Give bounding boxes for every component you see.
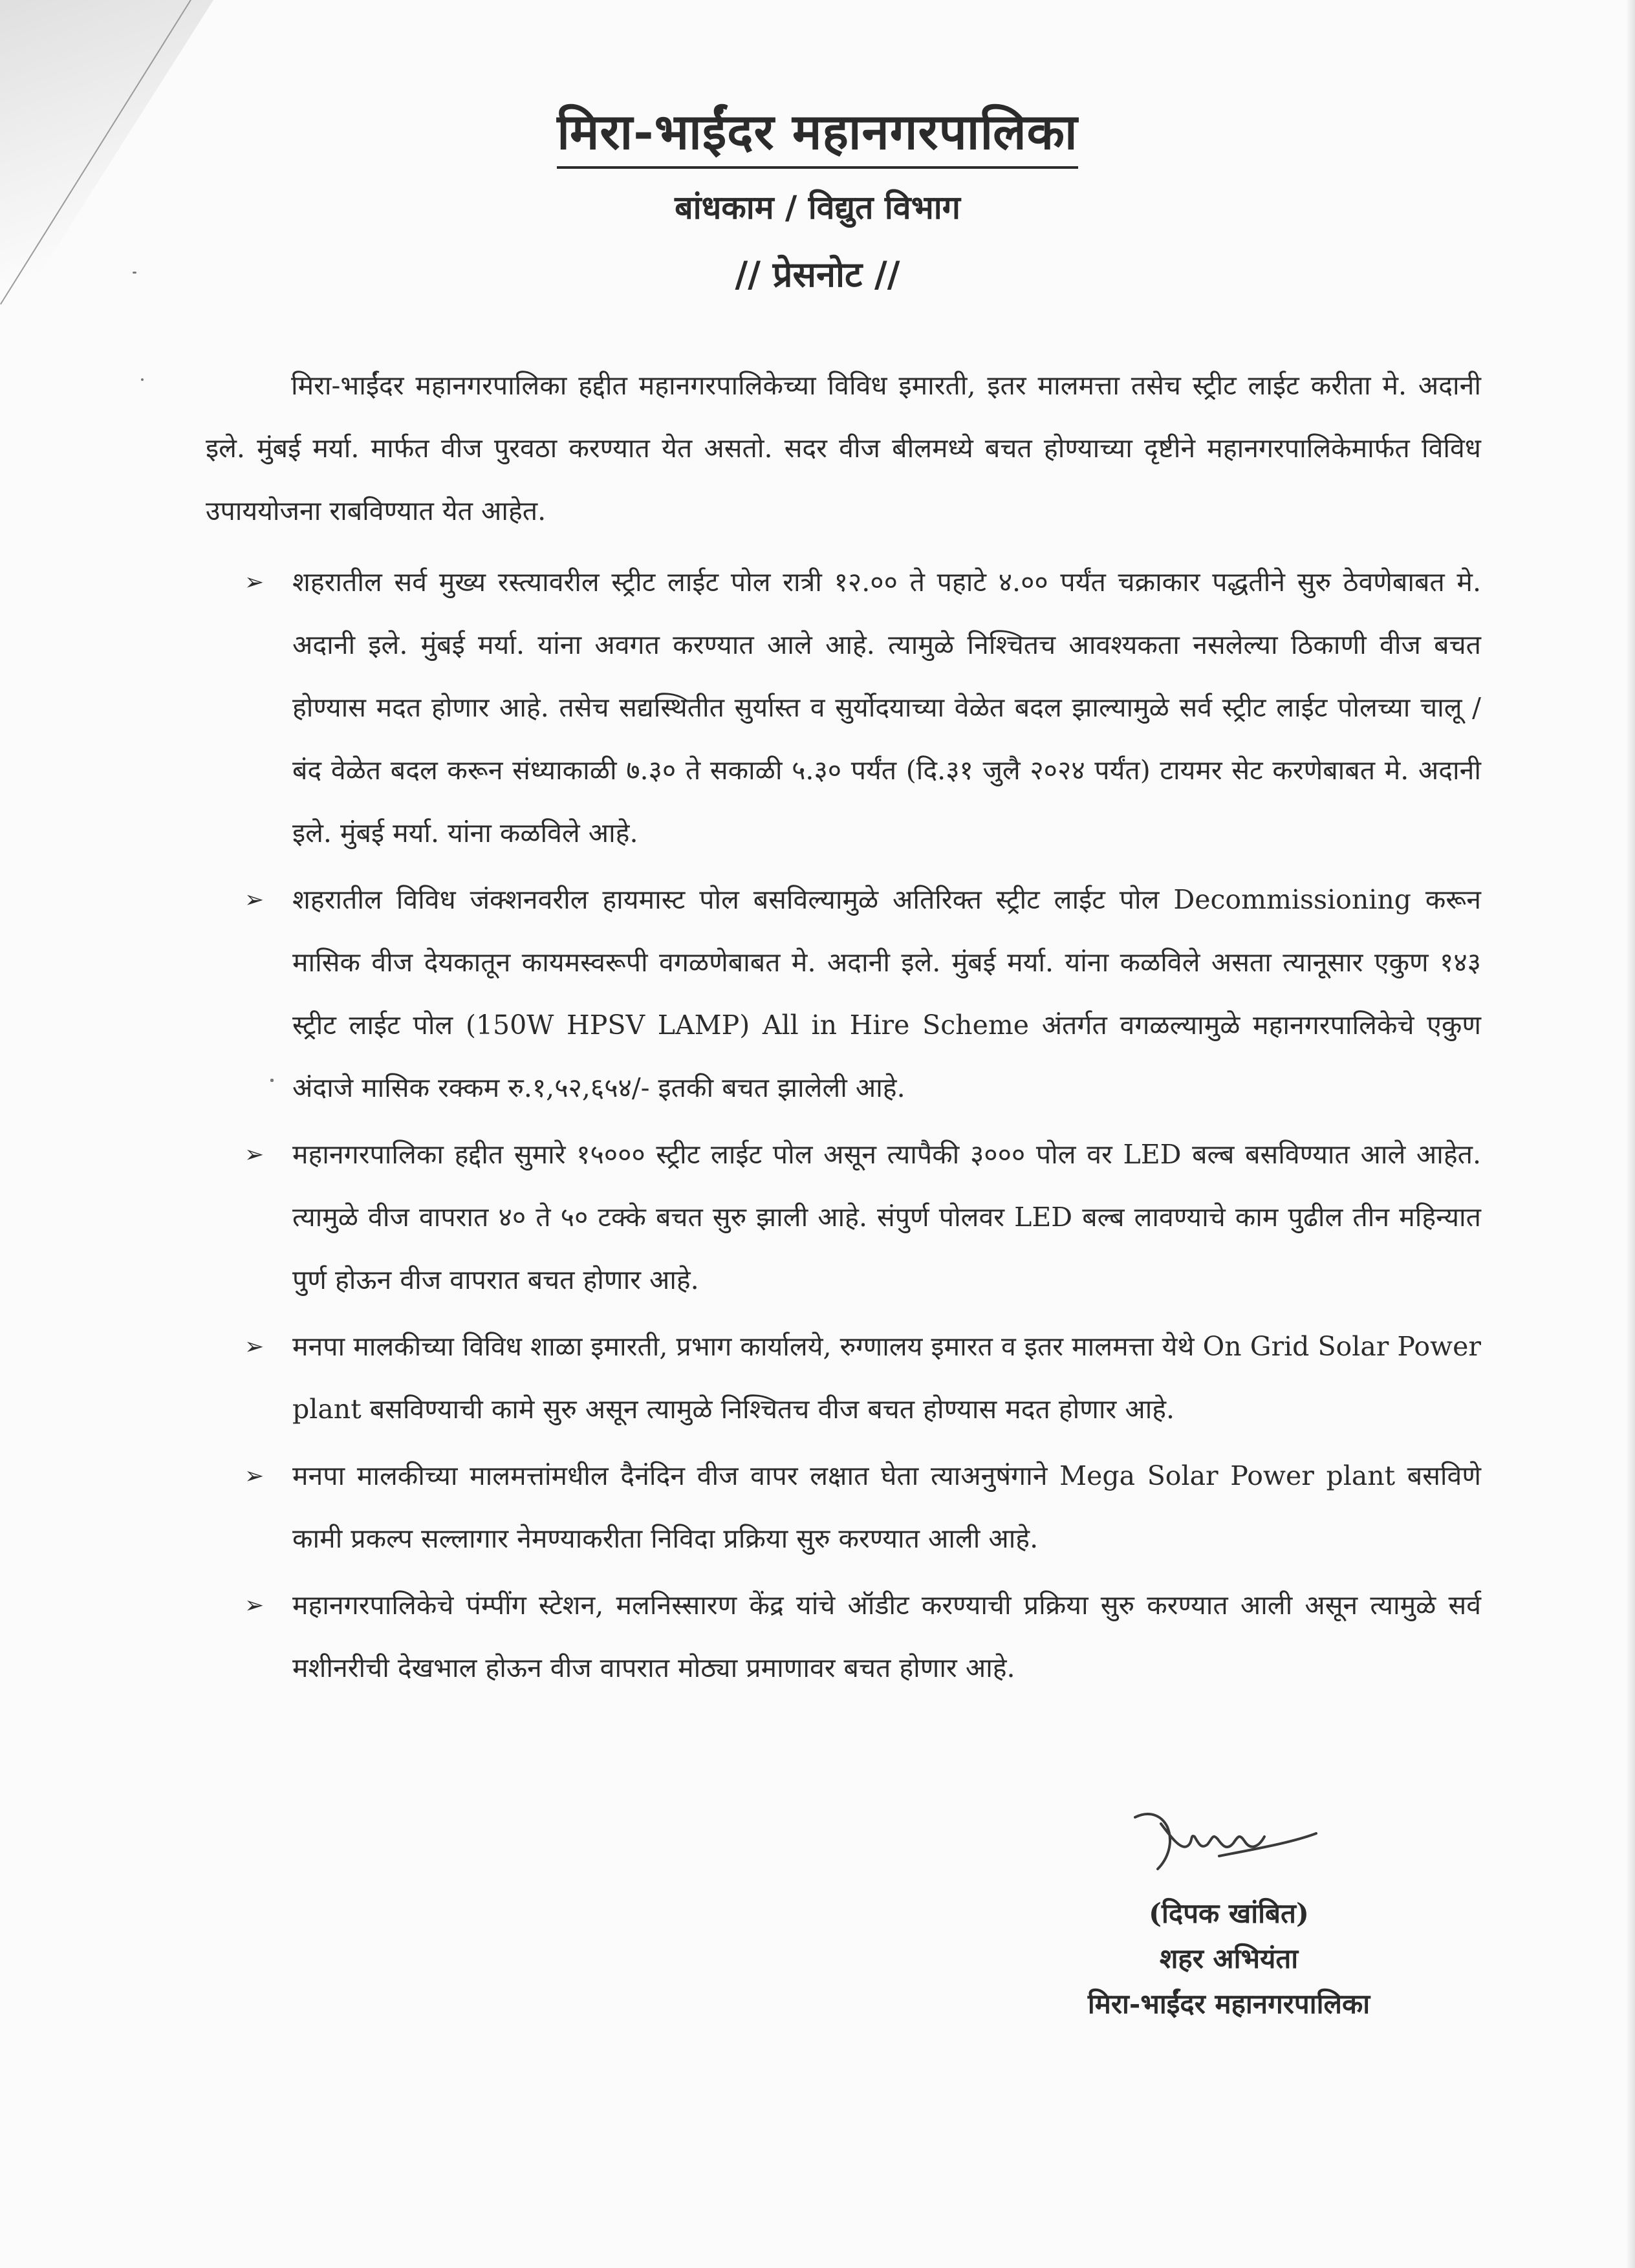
list-item-text: मनपा मालकीच्या मालमत्तांमधील दैनंदिन वीज वापर लक्षात घेता त्याअनुषंगाने Mega Solar Power plant बसविणे कामी प्रकल्प सल्लागार नेमण्याकरीता निविदा प्रक्रिया सुरु करण्यात आली आहे.: [292, 1460, 1481, 1554]
arrow-bullet-icon: ➢: [244, 1141, 265, 1168]
list-item-text: शहरातील विविध जंक्शनवरील हायमास्ट पोल बसविल्यामुळे अतिरिक्त स्ट्रीट लाईट पोल Decommissioning करून मासिक वीज देयकातून कायमस्वरूपी वगळणेबाबत मे. अदानी इले. मुंबई मर्या. यांना कळविले असता त्यानूसार एकुण १४३ स्ट्रीट लाईट पोल (150W HPSV LAMP) All in Hire Scheme अंतर्गत वगळल्यामुळे महानगरपालिकेचे एकुण अंदाजे मासिक रक्कम रु.१,५२,६५४/- इतकी बचत झालेली आहे.: [292, 884, 1481, 1103]
list-item-text: शहरातील सर्व मुख्य रस्त्यावरील स्ट्रीट लाईट पोल रात्री १२.०० ते पहाटे ४.०० पर्यंत चक्राकार पद्धतीने सुरु ठेवणेबाबत मे. अदानी इले. मुंबई मर्या. यांना अवगत करण्यात आले आहे. त्यामुळे निश्चितच आवश्यकता नसलेल्या ठिकाणी वीज बचत होण्यास मदत होणार आहे. तसेच सद्यस्थितीत सुर्यास्त व सुर्योदयाच्या वेळेत बदल झाल्यामुळे सर्व स्ट्रीट लाईट पोलच्या चालू / बंद वेळेत बदल करून संध्याकाळी ७.३० ते सकाळी ५.३० पर्यंत (दि.३१ जुलै २०२४ पर्यंत) टायमर सेट करणेबाबत मे. अदानी इले. मुंबई मर्या. यांना कळविले आहे.: [292, 567, 1481, 848]
handwritten-signature: [1122, 1798, 1336, 1888]
page-edge-shadow: [1626, 0, 1635, 2268]
signatory-organization: मिरा-भाईंदर महानगरपालिका: [1087, 1988, 1370, 2020]
page-title-text: मिरा-भाईंदर महानगरपालिका: [557, 97, 1077, 169]
scan-speck: [141, 378, 144, 381]
arrow-bullet-icon: ➢: [244, 1592, 265, 1619]
list-item: [244, 1445, 1481, 1570]
measures-list: [244, 551, 1481, 1700]
list-item-text: महानगरपालिका हद्दीत सुमारे १५००० स्ट्रीट लाईट पोल असून त्यापैकी ३००० पोल वर LED बल्ब बसविण्यात आले आहेत. त्यामुळे वीज वापरात ४० ते ५० टक्के बचत सुरु झाली आहे. संपुर्ण पोलवर LED बल्ब लावण्याचे काम पुढील तीन महिन्यात पुर्ण होऊन वीज वापरात बचत होणार आहे.: [292, 1139, 1481, 1295]
list-item: [244, 1315, 1481, 1441]
arrow-bullet-icon: ➢: [244, 1463, 265, 1489]
list-item-text: महानगरपालिकेचे पंम्पींग स्टेशन, मलनिस्सारण केंद्र यांचे ऑडीट करण्याची प्रक्रिया सुरु करण्यात आली असून त्यामुळे सर्व मशीनरीची देखभाल होऊन वीज वापरात मोठ्या प्रमाणावर बचत होणार आहे.: [292, 1590, 1481, 1683]
list-item: [244, 1123, 1481, 1312]
page-title: [0, 97, 1635, 169]
press-note-heading: // प्रेसनोट //: [735, 254, 900, 295]
list-item: [244, 869, 1481, 1119]
department-heading: बांधकाम / विद्युत विभाग: [675, 188, 960, 226]
list-item: [244, 1574, 1481, 1700]
arrow-bullet-icon: ➢: [244, 569, 265, 596]
signatory-designation: शहर अभियंता: [1159, 1943, 1299, 1974]
arrow-bullet-icon: ➢: [244, 887, 265, 913]
list-item-text: मनपा मालकीच्या विविध शाळा इमारती, प्रभाग कार्यालये, रुग्णालय इमारत व इतर मालमत्ता येथे On Grid Solar Power plant बसविण्याची कामे सुरु असून त्यामुळे निश्चितच वीज बचत होण्यास मदत होणार आहे.: [292, 1331, 1481, 1425]
signature-block: [1048, 1798, 1410, 2027]
arrow-bullet-icon: ➢: [244, 1334, 265, 1360]
intro-paragraph: मिरा-भाईंदर महानगरपालिका हद्दीत महानगरपालिकेच्या विविध इमारती, इतर मालमत्ता तसेच स्ट्रीट लाईट करीता मे. अदानी इले. मुंबई मर्या. मार्फत वीज पुरवठा करण्यात येत असतो. सदर वीज बीलमध्ये बचत होण्याच्या दृष्टीने महानगरपालिकेमार्फत विविध उपाययोजना राबविण्यात येत आहेत.: [206, 370, 1481, 526]
list-item: [244, 551, 1481, 865]
signatory-name: (दिपक खांबित): [1149, 1897, 1309, 1929]
